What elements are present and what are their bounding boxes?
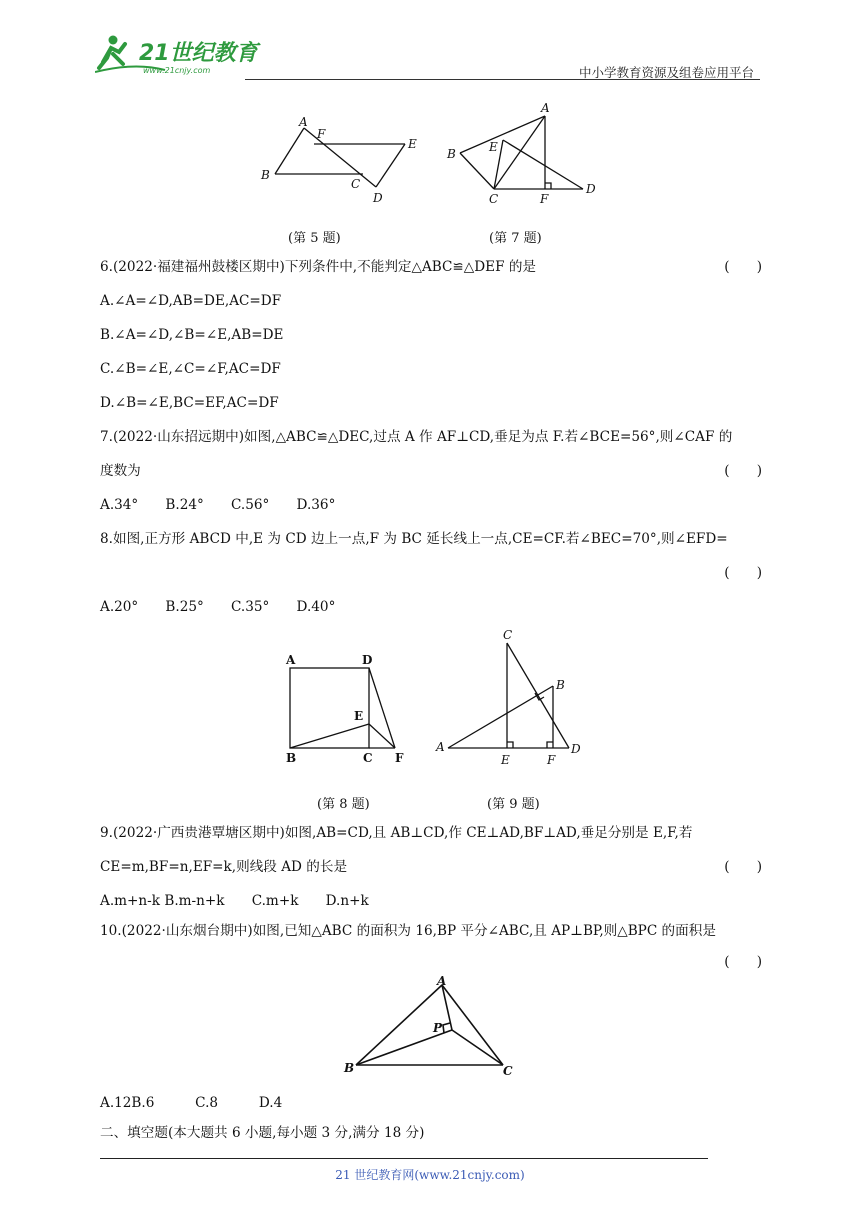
logo-runner-head-icon xyxy=(109,36,118,45)
question-7-line2 xyxy=(100,461,762,481)
label-A: A xyxy=(299,115,308,129)
platform-name: 中小学教育资源及组卷应用平台 xyxy=(578,65,754,80)
caption-fig9: (第 9 题) xyxy=(487,797,540,812)
section-2-title: 二、填空题(本大题共 6 小题,每小题 3 分,满分 18 分) xyxy=(100,1125,425,1141)
question-6 xyxy=(100,257,762,277)
label-F: F xyxy=(547,753,556,767)
label-C: C xyxy=(489,192,499,206)
label-D: D xyxy=(373,191,383,205)
q10-stem: 10.(2022·山东烟台期中)如图,已知△ABC 的面积为 16,BP 平分∠ABC,且 AP⊥BP,则△BPC 的面积是 xyxy=(100,923,716,939)
label-F: F xyxy=(317,127,326,141)
label-B: B xyxy=(556,678,565,692)
label-A: A xyxy=(436,740,445,754)
q9-stem-line1: 9.(2022·广西贵港覃塘区期中)如图,AB=CD,且 AB⊥CD,作 CE⊥AD,BF⊥AD,垂足分别是 E,F,若 xyxy=(100,825,693,841)
figure-8 xyxy=(280,650,420,768)
caption-fig5: (第 5 题) xyxy=(288,231,341,246)
q7-stem-line2: 度数为 xyxy=(100,463,141,479)
q6-option-b: B.∠A=∠D,∠B=∠E,AB=DE xyxy=(100,327,284,343)
label-E: E xyxy=(501,753,510,767)
label-D: D xyxy=(571,742,581,756)
logo-text: 21世纪教育 xyxy=(139,41,258,66)
label-E: E xyxy=(489,140,498,154)
label-A: A xyxy=(541,101,550,115)
question-9-line2 xyxy=(100,857,762,877)
q8-options: A.20° B.25° C.35° D.40° xyxy=(100,599,336,615)
q6-option-a: A.∠A=∠D,AB=DE,AC=DF xyxy=(100,293,282,309)
q6-option-d: D.∠B=∠E,BC=EF,AC=DF xyxy=(100,395,279,411)
logo-runner-icon xyxy=(99,44,125,68)
q6-answer-paren: ( ) xyxy=(724,259,762,275)
label-B: B xyxy=(447,147,456,161)
figure-10 xyxy=(340,975,520,1080)
label-C: C xyxy=(503,1064,513,1078)
label-A: A xyxy=(437,975,447,988)
q10-answer-paren: ( ) xyxy=(724,954,762,970)
label-E: E xyxy=(354,709,364,723)
label-F: F xyxy=(395,751,404,765)
logo-url: www.21cnjy.com xyxy=(143,66,211,75)
label-B: B xyxy=(344,1061,355,1075)
label-B: B xyxy=(261,168,270,182)
logo xyxy=(95,32,295,78)
label-C: C xyxy=(351,177,361,191)
label-F: F xyxy=(540,192,549,206)
label-C: C xyxy=(363,751,373,765)
figure-7 xyxy=(443,98,603,208)
q7-answer-paren: ( ) xyxy=(724,463,762,479)
caption-fig7: (第 7 题) xyxy=(489,231,542,246)
q10-options: A.12B.6 C.8 D.4 xyxy=(100,1095,283,1111)
q8-answer-paren: ( ) xyxy=(724,565,762,581)
q6-option-c: C.∠B=∠E,∠C=∠F,AC=DF xyxy=(100,361,281,377)
page-header xyxy=(95,32,760,80)
footer-divider xyxy=(100,1158,708,1159)
label-P: P xyxy=(433,1021,443,1035)
q8-stem: 8.如图,正方形 ABCD 中,E 为 CD 边上一点,F 为 BC 延长线上一点,CE=CF.若∠BEC=70°,则∠EFD= xyxy=(100,531,728,547)
q9-stem-line2: CE=m,BF=n,EF=k,则线段 AD 的长是 xyxy=(100,859,348,875)
label-D: D xyxy=(362,653,373,667)
label-E: E xyxy=(408,137,417,151)
q6-stem: 6.(2022·福建福州鼓楼区期中)下列条件中,不能判定△ABC≌△DEF 的是 xyxy=(100,259,537,275)
q7-stem-line1: 7.(2022·山东招远期中)如图,△ABC≌△DEC,过点 A 作 AF⊥CD,垂足为点 F.若∠BCE=56°,则∠CAF 的 xyxy=(100,429,733,445)
caption-fig8: (第 8 题) xyxy=(317,797,370,812)
label-A: A xyxy=(286,653,296,667)
label-D: D xyxy=(586,182,596,196)
q9-answer-paren: ( ) xyxy=(724,859,762,875)
footer-text: 21 世纪教育网(www.21cnjy.com) xyxy=(335,1168,525,1182)
figure-5 xyxy=(255,108,425,208)
label-C: C xyxy=(503,628,513,642)
figure-9 xyxy=(432,625,592,770)
q9-options: A.m+n-k B.m-n+k C.m+k D.n+k xyxy=(100,893,369,909)
label-B: B xyxy=(286,751,297,765)
q7-options: A.34° B.24° C.56° D.36° xyxy=(100,497,336,513)
header-divider xyxy=(245,79,760,80)
